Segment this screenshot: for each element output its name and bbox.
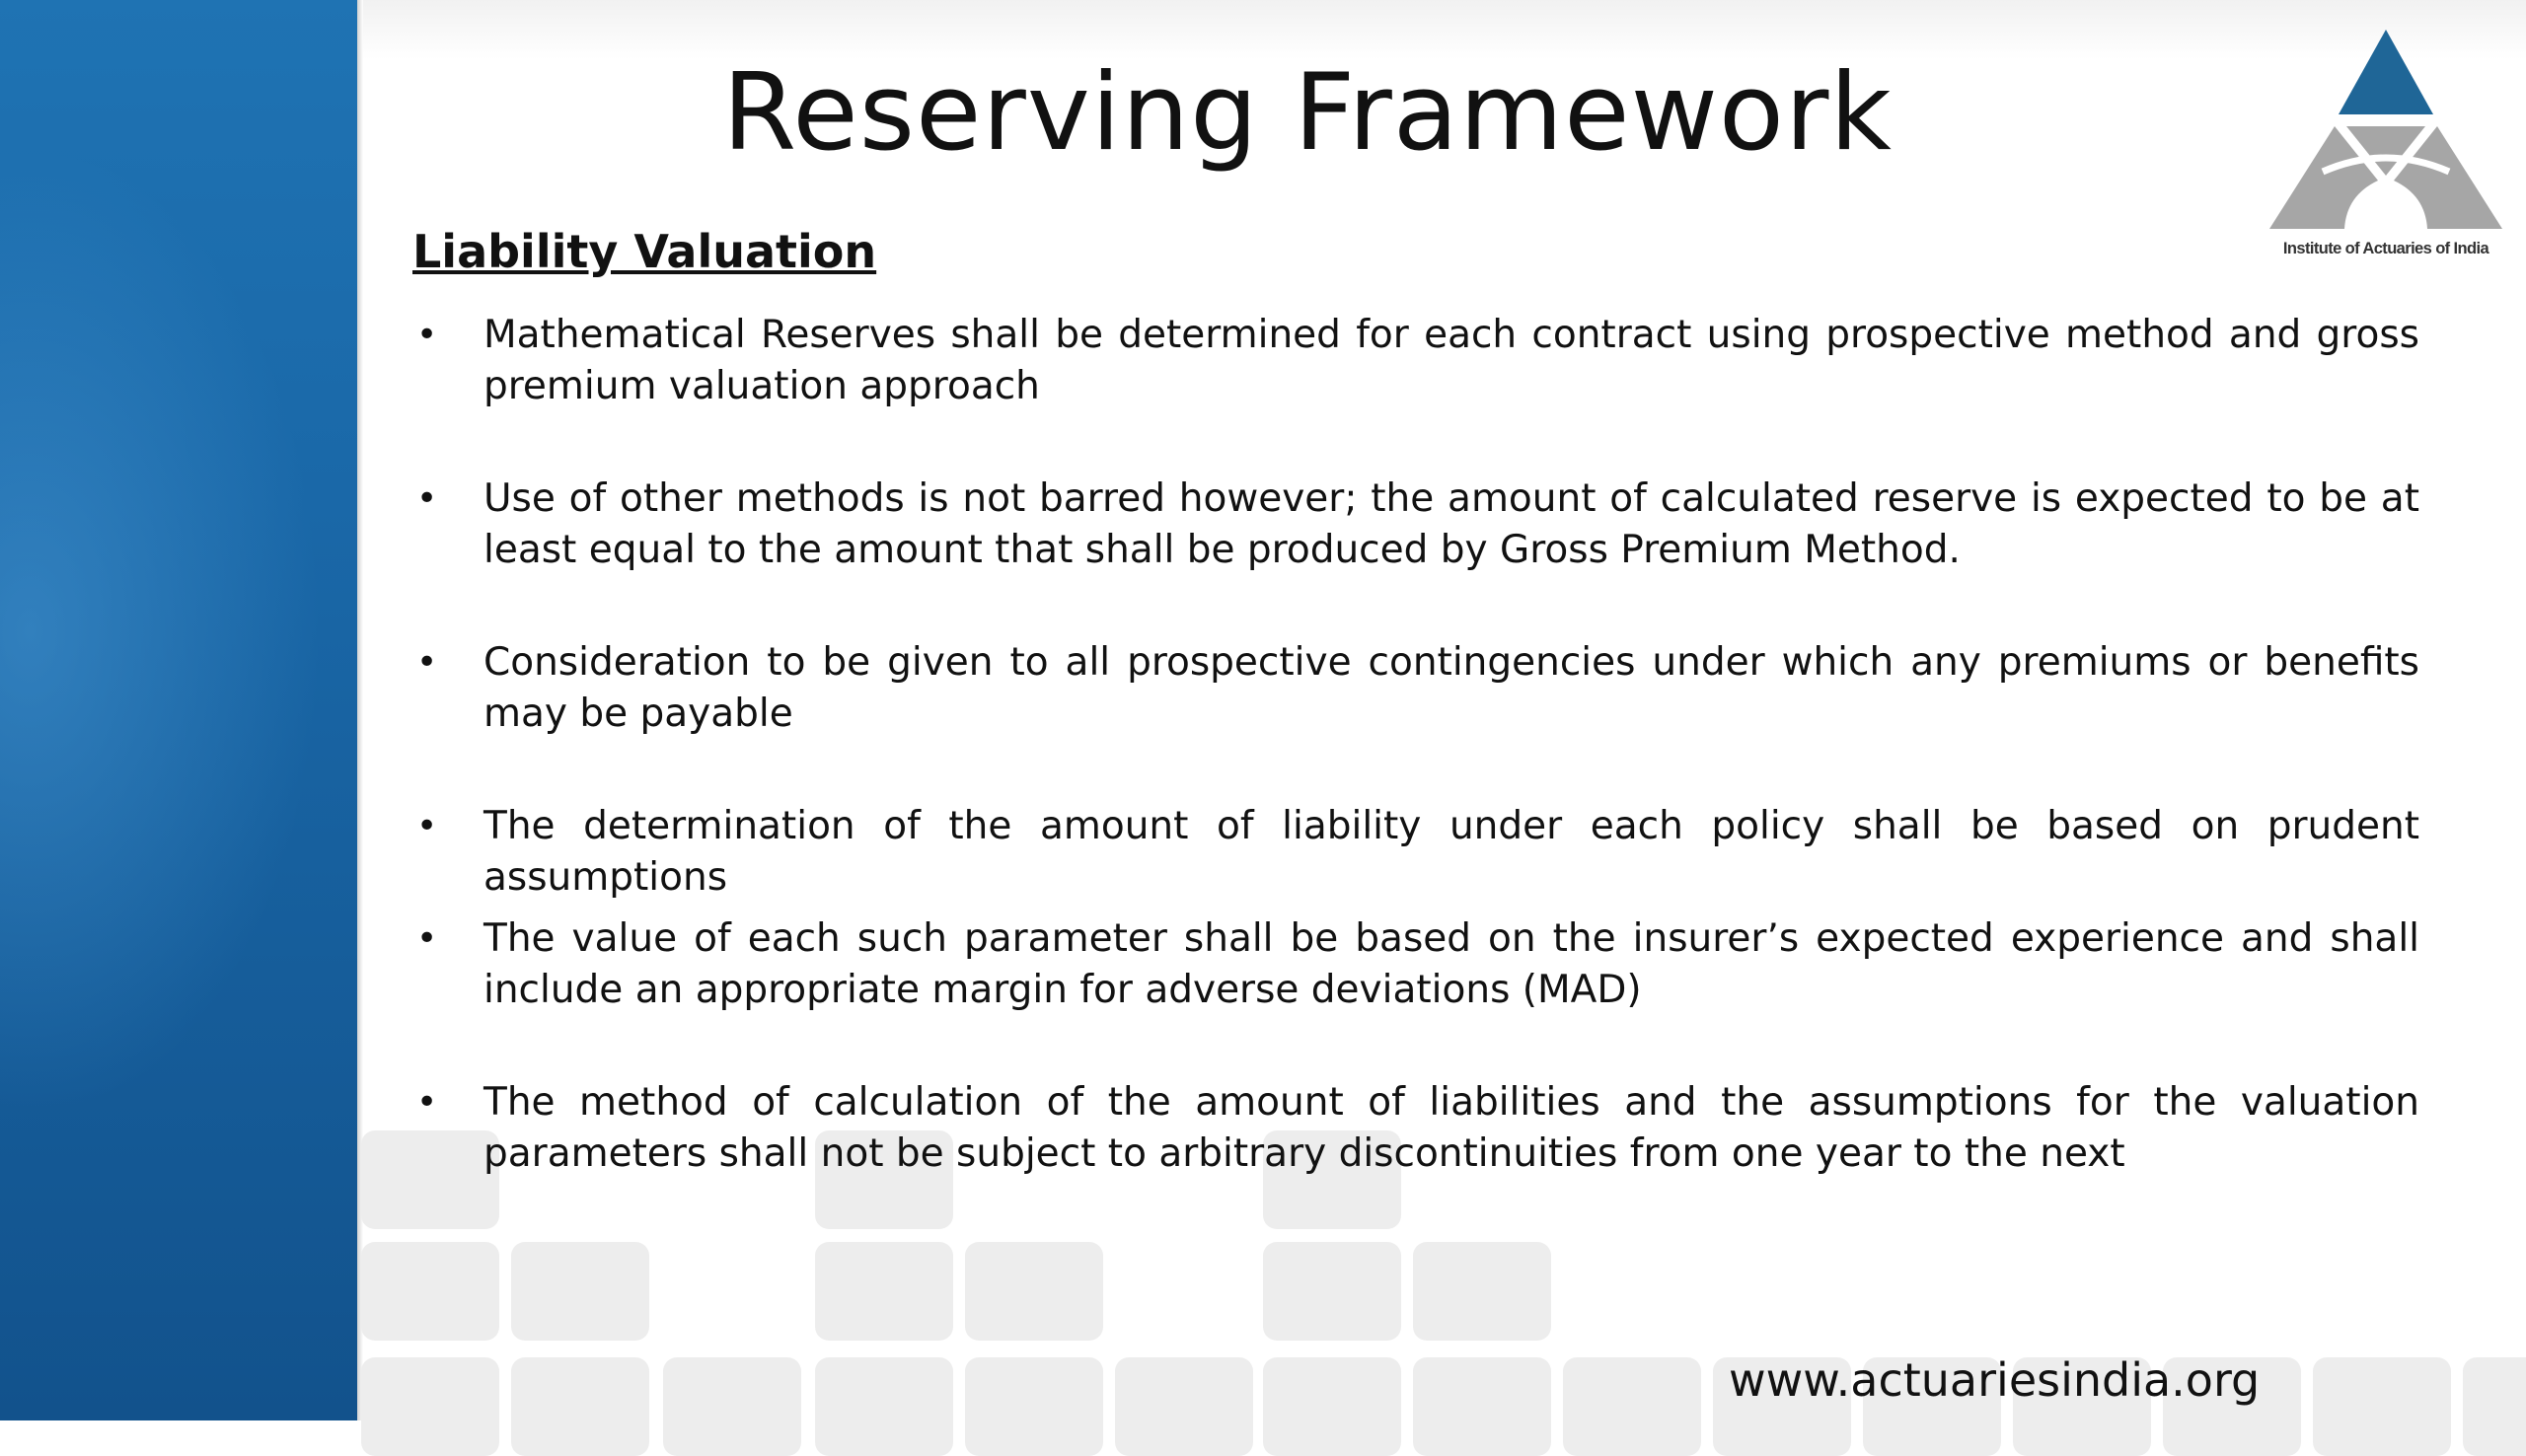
- sidebar-panel: [0, 0, 357, 1420]
- bullet-marker: •: [416, 1082, 438, 1123]
- decor-tile: [815, 1242, 953, 1341]
- bullet-text: The method of calculation of the amount of liabilities and the assumptions for the valuation parameters shall not be subject to arbitrary discontinuities from one year to the next: [483, 1080, 2419, 1176]
- decor-tile: [1115, 1357, 1253, 1456]
- bullet-marker: •: [416, 642, 438, 683]
- decor-tile: [815, 1357, 953, 1456]
- bullet-marker: •: [416, 806, 438, 846]
- slide-title: Reserving Framework: [722, 51, 1893, 175]
- decor-tile: [2463, 1357, 2526, 1456]
- website-url[interactable]: www.actuariesindia.org: [1729, 1353, 2261, 1407]
- section-heading: Liability Valuation: [412, 225, 877, 278]
- decor-tile: [965, 1242, 1103, 1341]
- logo-caption: Institute of Actuaries of India: [2282, 240, 2489, 257]
- bullet-text: Mathematical Reserves shall be determined for each contract using prospective method and gross premium valuation approach: [483, 313, 2419, 408]
- decor-tile: [1413, 1357, 1551, 1456]
- decor-tile: [1413, 1242, 1551, 1341]
- bullet-text: Consideration to be given to all prospective contingencies under which any premiums or benefits may be payable: [483, 640, 2419, 736]
- decor-tile: [361, 1130, 499, 1229]
- bullet-text: The determination of the amount of liability under each policy shall be based on prudent assumptions: [483, 804, 2419, 900]
- decor-tile: [663, 1357, 801, 1456]
- decor-tile: [361, 1242, 499, 1341]
- decor-tile: [2313, 1357, 2451, 1456]
- decor-tile: [1263, 1357, 1401, 1456]
- bullet-marker: •: [416, 478, 438, 519]
- bullet-text: The value of each such parameter shall be based on the insurer’s expected experience and shall include an appropriate margin for adverse deviations (MAD): [483, 916, 2419, 1012]
- bullet-marker: •: [416, 918, 438, 959]
- decor-tile: [1563, 1357, 1701, 1456]
- logo-top-triangle: [2339, 30, 2433, 114]
- bullet-text: Use of other methods is not barred however; the amount of calculated reserve is expected to be at least equal to the amount that shall be produced by Gross Premium Method.: [483, 476, 2419, 572]
- institute-logo: [2267, 28, 2504, 264]
- decor-tile: [511, 1357, 649, 1456]
- decor-tile: [965, 1357, 1103, 1456]
- bullet-marker: •: [416, 315, 438, 355]
- decor-tile: [361, 1357, 499, 1456]
- decor-tile: [511, 1242, 649, 1341]
- decor-tile: [1263, 1242, 1401, 1341]
